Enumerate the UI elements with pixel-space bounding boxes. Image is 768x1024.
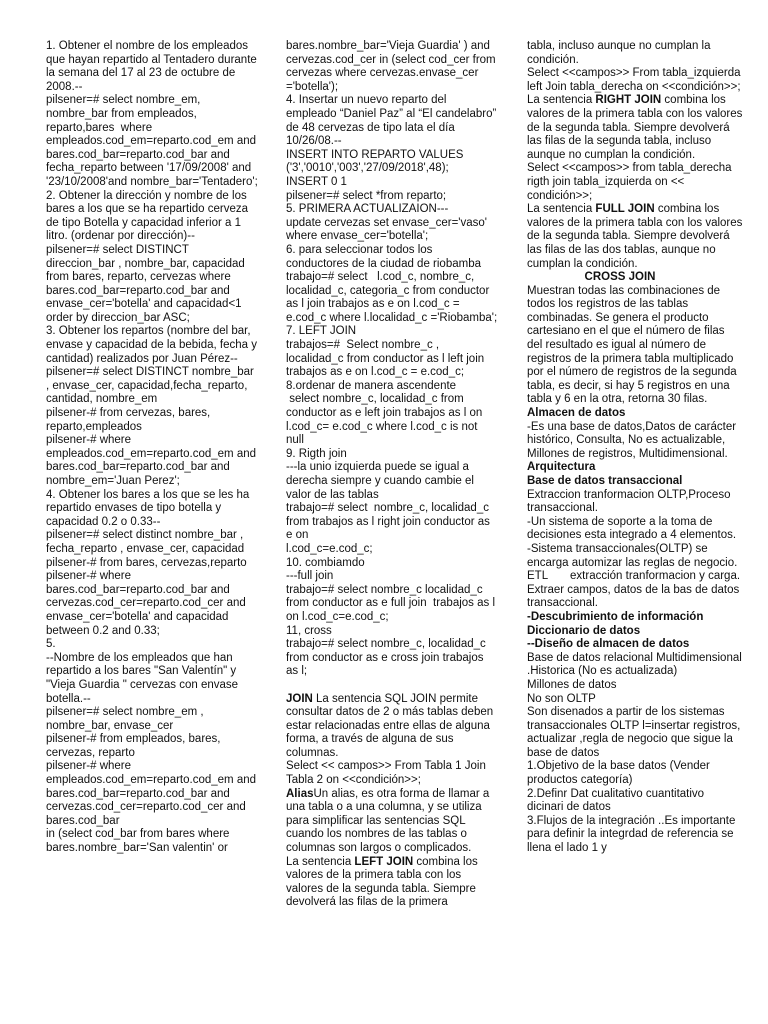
text-run: Extraccion tranformacion OLTP,Proceso transaccional. -Un sistema de soporte a la toma de decisiones esta integrado a 4 elementos. -Sistema transaccionales(OLTP) se encarga automizar las reglas de negocio. ETL extracción tranformacion y carga. Extraer campos, datos de la bas de datos transaccional.: [527, 488, 741, 610]
text-run: Base de datos relacional Multidimensional .Historica (No es actualizada) Millones de datos No son OLTP Son disenados a partir de los sistemas transaccionales OLTP l=insertar registros, actualizar ,regla de negocio que sigue la base de datos 1.Objetivo de la base datos (Vender productos categoría) 2.Definr Dat cualitativo cuantitativo dicinari de datos 3.Flujos de la integración ..Es importante para definir la integrdad de referencia se llena el lado 1 y: [527, 651, 742, 855]
paragraph: bares.nombre_bar='Vieja Guardia' ) and cervezas.cod_cer in (select cod_cer from cervezas where cervezas.envase_cer ='botella');: [286, 40, 499, 93]
paragraph: 4. Insertar un nuevo reparto del empleado “Daniel Paz” al “El candelabro” de 48 cervezas de tipo lata el día 10/26/08.-- INSERT INTO REPARTO VALUES ('3','0010','003','27/09/2018',48); INSERT 0 1 pilsener=# select *from reparto;: [286, 94, 497, 202]
paragraph: 7. LEFT JOIN trabajos=# Select nombre_c , localidad_c from conductor as l left join trabajos as e on l.cod_c = e.cod_c;: [286, 325, 485, 379]
bold-term: FULL JOIN: [595, 203, 655, 216]
text-column-1: [46, 40, 258, 856]
text-run: combina los valores de la primera tabla con los valores de la segunda tabla. Siempre devolverá las filas de la primera: [286, 855, 481, 909]
bold-term: RIGHT JOIN: [595, 94, 662, 107]
text-column-2: [286, 40, 498, 910]
bold-term: JOIN: [286, 692, 313, 705]
paragraph: 10. combiamdo ---full join trabajo=# select nombre_c localidad_c from conductor as e full join trabajos as l on l.cod_c=e.cod_c; 11, cross trabajo=# select nombre_c, localidad_c from conductor as e cross join trabajos as l;: [286, 556, 496, 678]
text-run: combina los valores de la primera tabla con los valores de la segunda tabla. Siempre devolverá las filas de la segunda tabla, incluso aunque no cumplan la condición. Select <<campos>> from tabla_derecha rigth join tabla_izquierda on << condición>>; La sentencia: [527, 94, 743, 216]
paragraph: 5. PRIMERA ACTUALIZAION--- update cervezas set envase_cer='vaso' where envase_cer='botella';: [286, 203, 487, 243]
paragraph: [527, 40, 743, 856]
paragraph: 8.ordenar de manera ascendente select nombre_c, localidad_c from conductor as e left join trabajos as l on l.cod_c= e.cod_c where l.cod_c is not null: [286, 379, 483, 447]
paragraph: 4. Obtener los bares a los que se les ha repartido envases de tipo botella y capacidad 0.2 o 0.33-- pilsener=# select distinct nombre_bar , fecha_reparto , envase_cer, capacidad pilsener-# from bares, cervezas,reparto pilsener-# where bares.cod_bar=reparto.cod_bar and cervezas.cod_cer=reparto.cod_cer and envase_cer='botella' and capacidad between 0.2 and 0.33;: [46, 488, 250, 637]
text-run: -Es una base de datos,Datos de carácter histórico, Consulta, No es actualizable, Millones de registros, Multidimensional.: [527, 420, 737, 460]
paragraph-gap: [286, 679, 498, 693]
paragraph: 6. para seleccionar todos los conductores de la ciudad de riobamba trabajo=# select l.cod_c, nombre_c, localidad_c, categoria_c from conductor as l join trabajos as e on l.cod_c = e.cod_c where l.localidad_c ='Riobamba';: [286, 243, 498, 324]
paragraph: [286, 693, 498, 911]
bold-term: Alias: [286, 787, 314, 800]
paragraph: 1. Obtener el nombre de los empleados que hayan repartido al Tentadero durante la semana del 17 al 23 de octubre de 2008.-- pilsener=# select nombre_em, nombre_bar from empleados, reparto,bares where empleados.cod_em=reparto.cod_em and bares.cod_bar=reparto.cod_bar and fecha_reparto between '17/09/2008' and '23/10/2008'and nombre_bar='Tentadero';: [46, 40, 258, 188]
paragraph: 3. Obtener los repartos (nombre del bar, envase y capacidad de la bebida, fecha y cantidad) realizados por Juan Pérez-- pilsener=# select DISTINCT nombre_bar , envase_cer, capacidad,fecha_reparto, cantidad, nombre_em pilsener-# from cervezas, bares, reparto,empleados pilsener-# where empleados.cod_em=reparto.cod_em and bares.cod_bar=reparto.cod_bar and nombre_em='Juan Perez';: [46, 325, 257, 487]
paragraph: 5. --Nombre de los empleados que han repartido a los bares "San Valentín" y "Vieja Guardia " cervezas con envase botella.-- pilsener=# select nombre_em , nombre_bar, envase_cer pilsener-# from empleados, bares, cervezas, reparto pilsener-# where empleados.cod_em=reparto.cod_em and bares.cod_bar=reparto.cod_bar and cervezas.cod_cer=reparto.cod_cer and bares.cod_bar in (select cod_bar from bares where bares.nombre_bar='San valentin' or: [46, 638, 257, 855]
bold-term: Arquitectura Base de datos transaccional: [527, 461, 683, 487]
text-run: combina los valores de la primera tabla con los valores de la segunda tabla. Siempre devolverá las filas de las dos tablas, aunque no cumplan la condición.: [527, 203, 743, 270]
text-run: tabla, incluso aunque no cumplan la condición. Select <<campos>> From tabla_izquierda left Join tabla_derecha on <<condición>>; La sentencia: [527, 40, 741, 107]
bold-term: -Descubrimiento de información Diccionario de datos --Diseño de almacen de datos: [527, 610, 704, 651]
text-run: La sentencia SQL JOIN permite consultar datos de 2 o más tablas deben estar relacionadas entre ellas de alguna forma, a través de alguna de sus columnas. Select << campos>> From Tabla 1 Join Tabla 2 on <<condición>>;: [286, 692, 494, 787]
text-column-3: [527, 40, 743, 856]
paragraph: 9. Rigth join ---la unio izquierda puede se igual a derecha siempre y cuando cambie el valor de las tablas trabajo=# select nombre_c, localidad_c from trabajos as l right join conductor as e on l.cod_c=e.cod_c;: [286, 447, 490, 555]
paragraph: 2. Obtener la dirección y nombre de los bares a los que se ha repartido cerveza de tipo Botella y capacidad inferior a 1 litro. (ordenar por dirección)-- pilsener=# select DISTINCT direccion_bar , nombre_bar, capacidad from bares, reparto, cervezas where bares.cod_bar=reparto.cod_bar and envase_cer='botella' and capacidad<1 order by direccion_bar ASC;: [46, 189, 249, 324]
bold-term: LEFT JOIN: [354, 855, 414, 868]
bold-term: Almacen de datos: [527, 407, 626, 420]
text-run: Un alias, es otra forma de llamar a una tabla o a una columna, y se utiliza para simplificar las sentencias SQL cuando los nombres de las tablas o columnas son largos o complicados. La sentencia: [286, 787, 490, 868]
text-run: Muestran todas las combinaciones de todos los registros de las tablas combinadas. Se genera el producto cartesiano en el que el número de filas del resultado es igual al número de registros de la primera tabla multiplicado por el número de registros de la segunda tabla, es decir, si hay 5 registros en una tabla y 6 en la otra, retorna 30 filas.: [527, 284, 737, 406]
bold-term: CROSS JOIN: [527, 271, 656, 284]
